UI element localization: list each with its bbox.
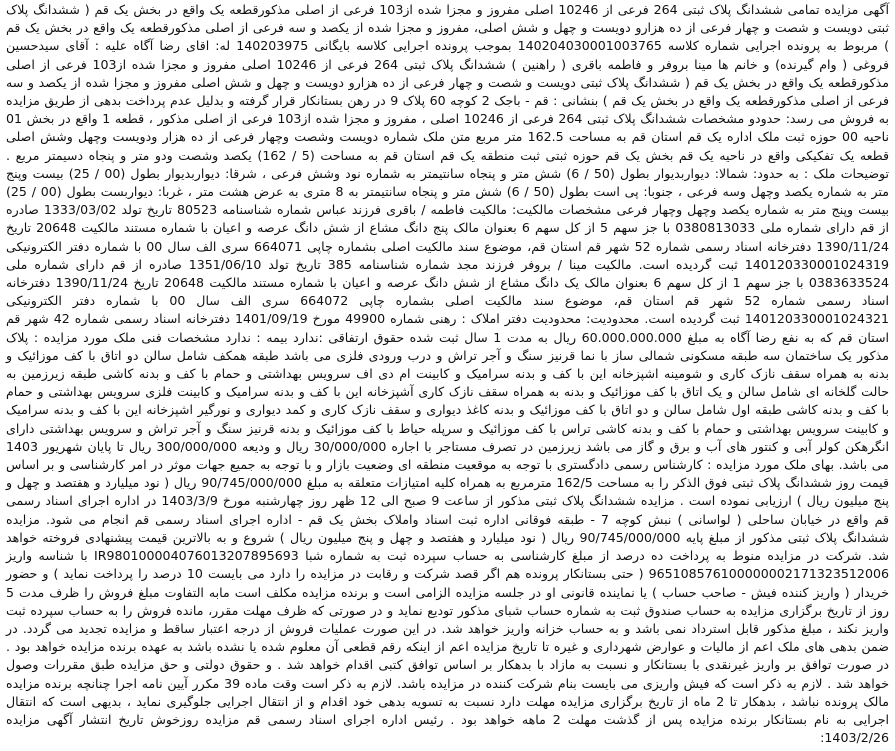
auction-notice-text: آگهی مزایده تمامی ششدانگ پلاک ثبتی 264 فرعی از 10246 اصلی مفروز و مجزا شده از103 فرعی از اصلی مذکورقطعه یک واقع در بخش یک قم ( ششدانگ پلاک ثبتی دویست و شصت و چهار فرعی از ده هزارو دویست و چهل و شش اصلی، مفروز و مجزا شده از یکصد و سه فرعی از اصلی مذکورقطعه یک واقع در بخش یک قم ) مربوط به پرونده اجرایی شماره کلاسه 140204030001003765 بموجب پرونده اجرایی کلاسه بایگانی 140203975 له: اقای رضا آگاه علیه : آقای سیدحسین فروغی ( وام گیرنده) و خانم ها مینا بروفر و فاطمه باقری ( راهنین ) ششدانگ پلاک ثبتی 264 فرعی از 10246 اصلی مفروز و مجزا شده از103 فرعی از اصلی مذکورقطعه یک واقع در بخش یک قم ( ششدانگ پلاک ثبتی دویست و شصت و چهار فرعی از ده هزارو دویست و چهل و شش اصلی مفروز و مجزا شده از یکصد و سه فرعی از اصلی مذکورقطعه یک واقع در بخش یک قم ) بنشانی : قم - باجک 2 کوچه 60 پلاک 9 در رهن بستانکار قرار گرفته و بدلیل عدم پرداخت بدهی از طریق مزایده به فروش می رسد: حدودو مشخصات ششدانگ پلاک ثبتی 264 فرعی از 10246 اصلی ، مفروز و مجزا شده از103 فرعی از اصلی مذکور ، قطعه 1 واقع در بخش 01 ناحیه 00 حوزه ثبت ملک اداره یک قم استان قم به مساحت 162.5 متر مربع متن ملک شماره دویست وشصت وچهار فرعی از ده هزار ودویست وچهل وشش اصلی قطعه یک تفکیکی واقع در ناحیه یک قم بخش یک قم حوزه ثبتی ثبت منطقه یک قم استان قم به مساحت (5 / 162) یکصد وشصت ودو متر و پنجاه دسیمتر مربع . توضیحات ملک : به حدود: شمالا: دیواربدیوار بطول (50 / 6) شش متر و پنجاه سانتیمتر به شماره نود وشش فرعی ، شرقا: دیواربدیوار بطول (00 / 25) بیست وپنج متر به شماره یکصد وچهل وسه فرعی ، جنوبا: پی است بطول (50 / 6) شش متر و پنجاه سانتیمتر به 8 متری به عرض هشت متر ، غربا: دیواربست بطول (00 / 25) بیست وپنج متر به شماره یکصد وچهل وچهار فرعی مشخصات مالکیت: مالکیت فاطمه / باقری فرزند عباس شماره شناسنامه 80523 تاریخ تولد 1333/03/02 صادره از قم دارای شماره ملی 0380813033 با جز سهم 5 از کل سهم 6 بعنوان مالک پنج دانگ مشاع از شش دانگ عرصه و اعیان با شماره مستند مالکیت 20648 تاریخ 1390/11/24 دفترخانه اسناد رسمی شماره 52 شهر قم استان قم، موضوع سند مالکیت اصلی بشماره چاپی 664071 سری الف سال 00 با شماره دفتر الکترونیکی 140120330001024319 ثبت گردیده است. مالکیت مینا / بروفر فرزند مجد شماره شناسنامه 385 تاریخ تولد 1351/06/10 صادره از قم دارای شماره ملی 0383633524 با جز سهم 1 از کل سهم 6 بعنوان مالک یک دانگ مشاع از شش دانگ عرصه و اعیان با شماره مستند مالکیت 20648 تاریخ 1390/11/24 دفترخانه اسناد رسمی شماره 52 شهر قم استان قم، موضوع سند مالکیت اصلی بشماره چاپی 664072 سری الف سال 00 با شماره دفتر الکترونیکی 140120330001024321 ثبت گردیده است. محدودیت: محدودیت دفتر املاک : رهنی شماره 49900 مورخ 1401/09/19 دفترخانه اسناد رسمی شماره 42 شهر قم استان قم که به نفع رضا آگاه به مبلغ 60.000.000.000 ریال به مدت 1 سال ثبت شده حقوق ارتفاقی :ندارد بیمه : ندارد مشخصات فنی ملک مورد مزایده : پلاک مذکور یک ساختمان سه طبقه مسکونی شمالی ساز با نما قرنیز سنگ و آجر تراش و درب ورودی فلزی می باشد طبقه همکف شامل سالن دو اتاق با کف موزائیک و بدنه به همراه سقف نازک کاری و شومینه اشپزخانه این با کف و بدنه سرامیک و کابینت ام دی اف سرویس بهداشتی و حمام با کف و بدنه کاشی طبقه زیرزمین به حالت گلخانه ای شامل سالن و یک اتاق با کف موزائیک و بدنه به همراه سقف نازک کاری آشپزخانه این با کف و بدنه سرامیک و کابینت فلزی سرویس بهداشتی و حمام با کف و بدنه کاشی طبقه اول شامل سالن و دو اتاق با کف موزائیک و بدنه کاغذ دیواری و سقف نازک کاری و کمد دیواری و نورگیر اشپزخانه این با کف و بدنه سرامیک و کابینت سرویس بهداشتی و حمام با کف و بدنه کاشی تراس با کف موزائیک و سرپله حیاط با کف موزائیک و بدنه قرنیز سنگ و آجر تراش و سرویس بهداشتی دارای انگرهکن کولر آبی و کنتور های آب و برق و گاز می باشد زیرزمین در تصرف مستاجر با اجاره 30/000/000 ریال و ودیعه 300/000/000 ریال تا پایان شهریور 1403 می باشد. بهای ملک مورد مزایده : کارشناس رسمی دادگستری با توجه به موقعیت منطقه ای وضعیت بازار و با توجه به جمیع جهات موثر در امر کارشناسی و بر اساس قیمت روز ششدانگ پلاک ثبتی فوق الذکر را به مساحت 162/5 مترمربع به همراه کلیه امتیازات متعلقه به مبلغ 90/745/000/000 ریال ( نود میلیارد و هفتصد و چهل و پنج میلیون ریال ) ارزیابی نموده است . مزایده ششدانگ پلاک ثبتی مذکور از ساعت 9 صبح الی 12 ظهر روز چهارشنبه مورخ 1403/3/9 در اداره اجرای اسناد رسمی قم واقع در خیابان ساحلی ( لواسانی ) نبش کوچه 7 - طبقه فوقانی اداره ثبت اسناد واملاک بخش یک قم - اداره اجرای اسناد رسمی قم انجام می شود. مزایده ششدانگ پلاک ثبتی مذکور از مبلغ پایه 90/745/000/000 ریال ( نود میلیارد و هفتصد و چهل و پنج میلیون ریال ) شروع و به بالاترین قیمت پیشنهادی فروخته خواهد شد. شرکت در مزایده منوط به پرداخت ده درصد از مبلغ کارشناسی به حساب سپرده ثبت به شماره شبا IR980100004076013207895693 با شناسه واریز 965108576100000002171323512006 ( حتی بستانکار پرونده هم اگر قصد شرکت و رقابت در مزایده را دارد می بایست 10 درصد را پرداخت نماید ) و حضور خریدار ( واریز کننده فیش - صاحب حساب ) یا نماینده قانونی او در جلسه مزایده الزامی است و برنده مزایده مکلف است مابه التفاوت مبلغ فروش را ظرف مدت 5 روز از تاریخ برگزاری مزایده به حساب صندوق ثبت به شماره حساب شبای مذکور تودیع نماید و در صورتی که ظرف مهلت مقرر، مانده فروش را به حساب سپرده ثبت واریز نکند ، مبلغ مذکور قابل استرداد نمی باشد و به حساب خزانه واریز خواهد شد. در این صورت عملیات فروش از درجه اعتبار ساقط و مزایده تجدید می گردد. در ضمن بدهی های ملک اعم از مالیات و عوارض شهرداری و غیره تا تاریخ مزایده اعم از اینکه رقم قطعی آن معلوم شده یا نشده باشد به عهده برنده مزایده خواهد بود . در صورت توافق بر واریز غیرنقدی با بستانکار و نسبت به مازاد با بدهکار بر اساس توافق کتبی اقدام خواهد شد . و حقوق دولتی و حق مزایده طبق مقررات وصول خواهد شد . لازم به ذکر است که فیش واریزی می بایست بنام شرکت کننده در مزایده باشد. لازم به ذکر است وقت ماده 39 مکرر آیین نامه اجرا چنانچه برنده مزایده مالک پرونده نباشد ، بدهکار تا 2 ماه از تاریخ برگزاری مزایده مهلت دارد نسبت به تسویه بدهی خود اقدام و از انتقال اجرایی جلوگیری نماید ، بدیهی است که انتقال اجرایی به نام بستانکار برنده مزایده پس از گذشت مهلت 2 ماهه خواهد بود . رئیس اداره اجرای اسناد رسمی قم مزایده روزخوش تاریخ انتشار آگهی مزایده 1403/2/26: xyxy=(6,2,890,746)
